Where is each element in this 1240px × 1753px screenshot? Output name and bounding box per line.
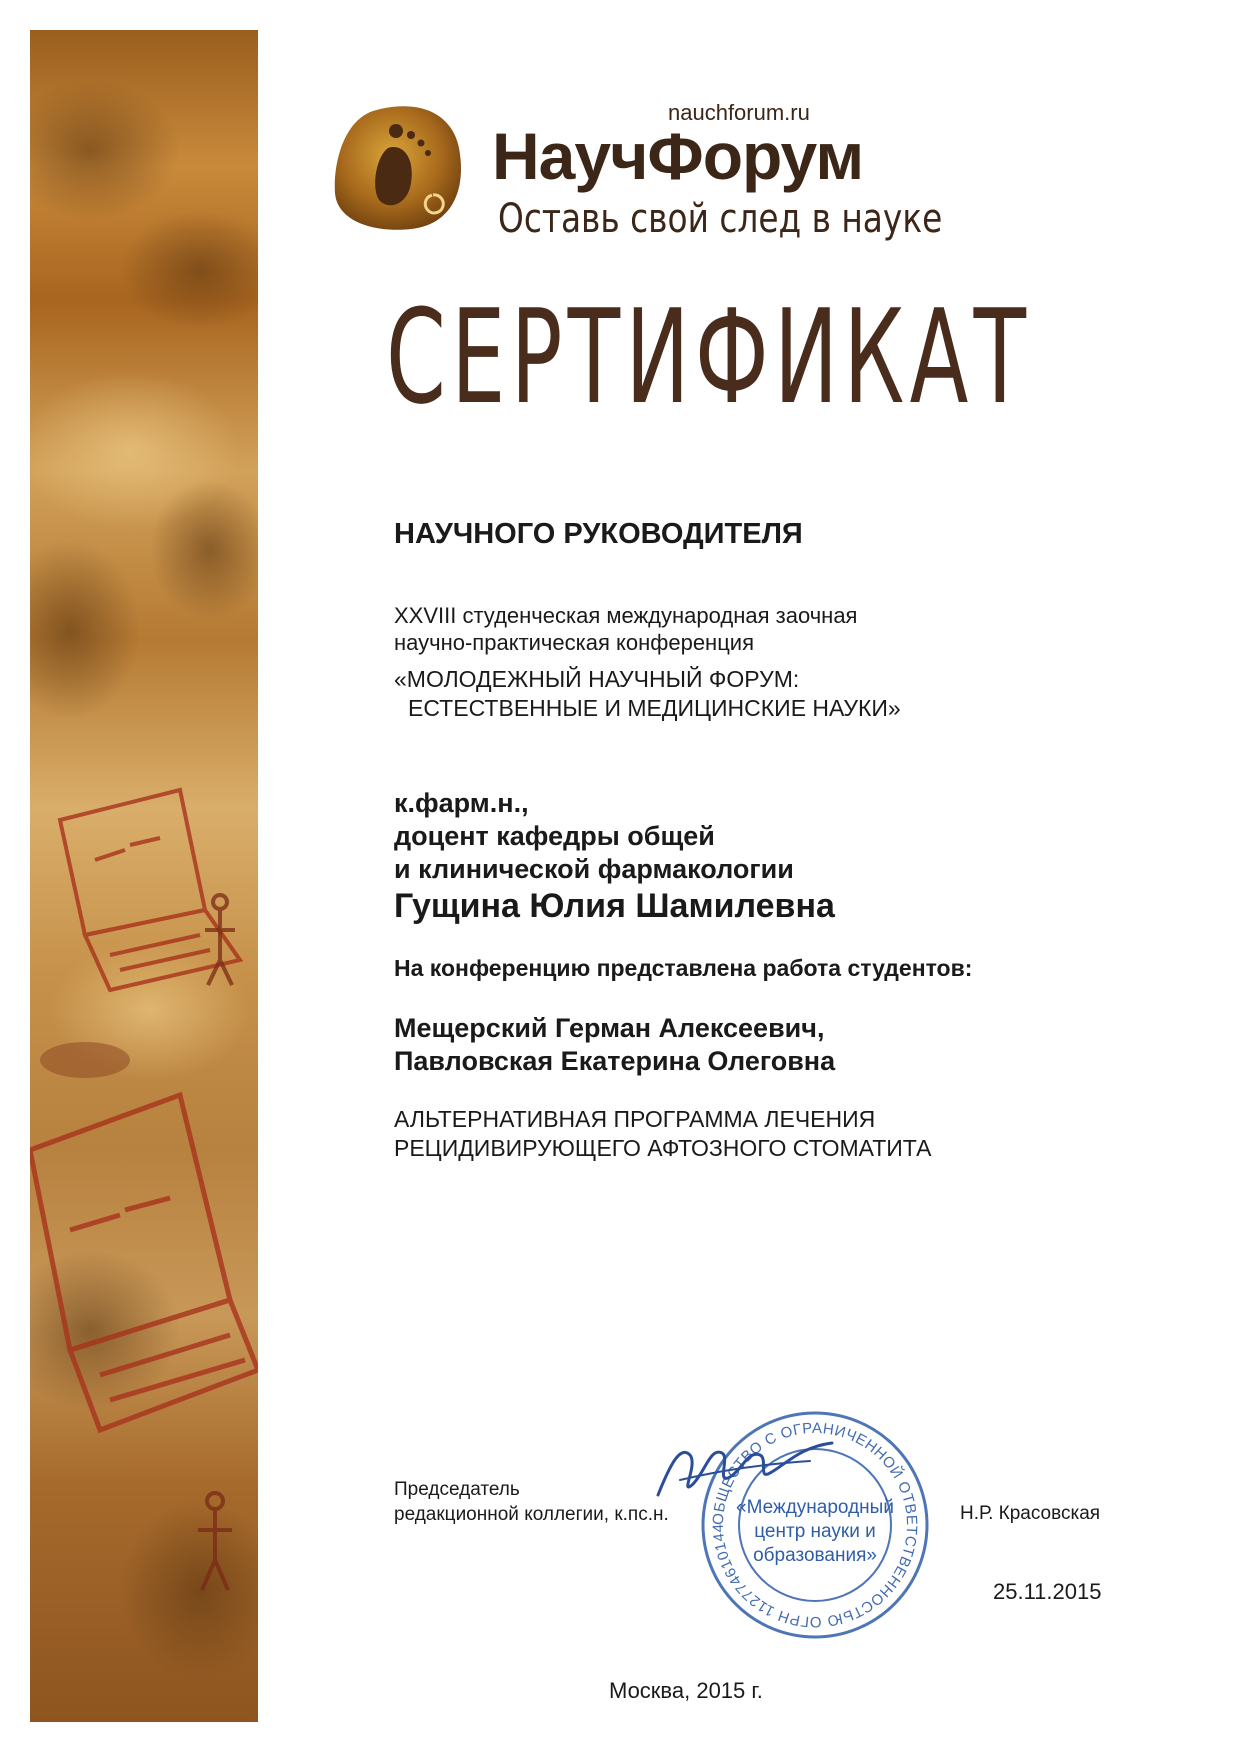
student-name: Павловская Екатерина Олеговна [394, 1046, 836, 1076]
students-list [394, 1012, 835, 1078]
students-label: На конференцию представлена работа студентов: [394, 955, 973, 981]
stamp-ring-text: ОБЩЕСТВО С ОГРАНИЧЕННОЙ ОТВЕТСТВЕННОСТЬЮ ОГРН 112774610144 [709, 1419, 921, 1631]
position-line: Председатель [394, 1479, 520, 1500]
footer-location: Москва, 2015 г. [609, 1678, 763, 1703]
handwritten-signature [650, 1425, 840, 1520]
stamp-center-line: «Международный [736, 1497, 894, 1518]
person-credentials [394, 787, 794, 886]
signer-name: Н.Р. Красовская [960, 1503, 1101, 1524]
conference-name-line: «МОЛОДЕЖНЫЙ НАУЧНЫЙ ФОРУМ: [394, 666, 800, 692]
issue-date: 25.11.2015 [993, 1579, 1102, 1604]
work-title-line: АЛЬТЕРНАТИВНАЯ ПРОГРАММА ЛЕЧЕНИЯ [394, 1106, 876, 1132]
conference-name-line: ЕСТЕСТВЕННЫЕ И МЕДИЦИНСКИЕ НАУКИ» [408, 695, 901, 721]
conference-name [394, 665, 901, 723]
certificate-title: СЕРТИФИКАТ [386, 281, 1032, 433]
position-line: редакционной коллегии, к.пс.н. [394, 1504, 669, 1525]
certificate-role: НАУЧНОГО РУКОВОДИТЕЛЯ [394, 518, 803, 550]
stamp-center-line: образования» [753, 1545, 877, 1566]
decorative-strip [30, 30, 258, 1722]
credential-line: и клинической фармакологии [394, 854, 794, 884]
stamp-center-line: центр науки и [754, 1521, 876, 1542]
credential-line: доцент кафедры общей [394, 821, 715, 851]
work-title-line: РЕЦИДИВИРУЮЩЕГО АФТОЗНОГО СТОМАТИТА [394, 1135, 932, 1161]
student-name: Мещерский Герман Алексеевич, [394, 1013, 825, 1043]
cave-painting-illustration [30, 30, 258, 1722]
work-title [394, 1105, 931, 1163]
brand-slogan: Оставь свой след в науке [498, 196, 943, 242]
conference-line: XXVIII студенческая международная заочная [394, 603, 858, 628]
credential-line: к.фарм.н., [394, 788, 529, 818]
conference-line: научно-практическая конференция [394, 630, 755, 655]
recipient-name: Гущина Юлия Шамилевна [394, 887, 835, 925]
site-url: nauchforum.ru [668, 100, 810, 125]
brand-name: НаучФорум [492, 119, 864, 193]
signer-position [394, 1477, 669, 1527]
footprint-logo-icon [333, 103, 468, 236]
conference-description [394, 602, 857, 656]
